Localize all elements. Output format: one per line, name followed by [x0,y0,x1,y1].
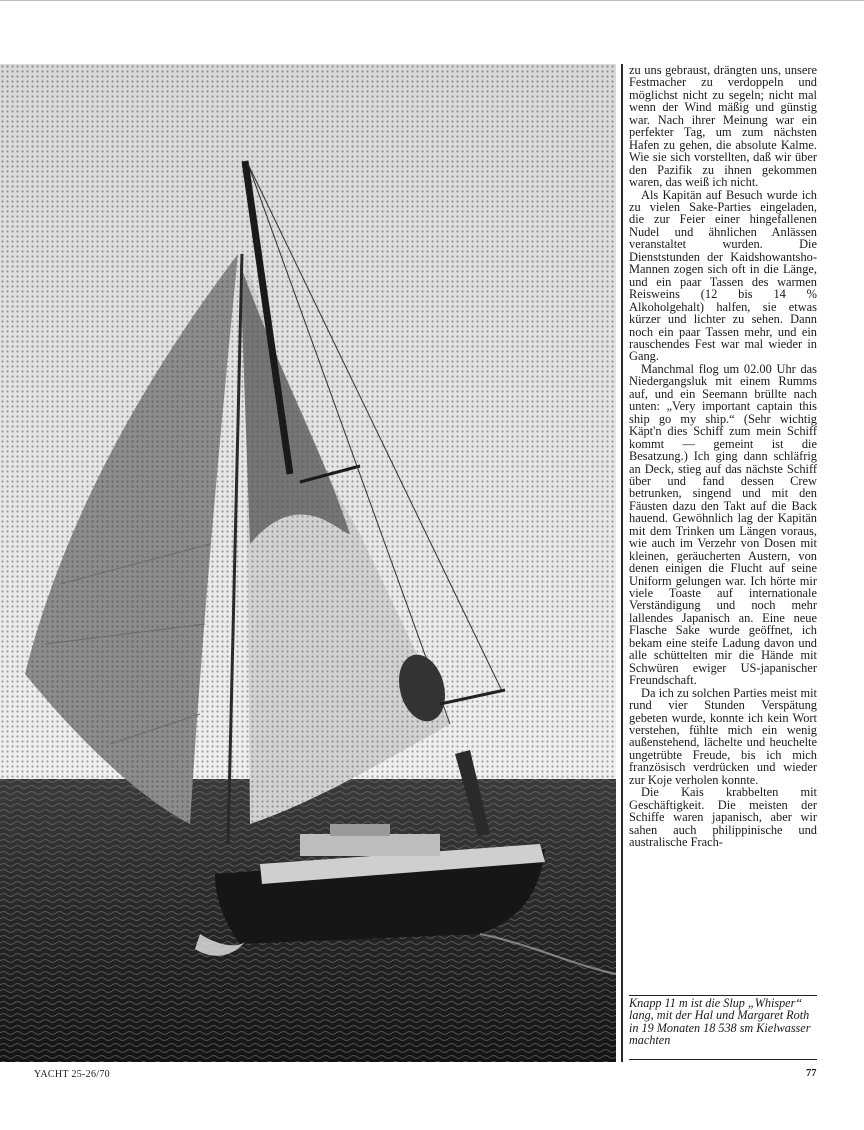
article-paragraph: Als Kapitän auf Besuch wurde ich zu vielen Sake-Parties eingeladen, die zur Feier einer hingefallenen Nudel und ähnlichen Anlässen veranstaltet wurden. Die Dienststunden der Kaidshowantsho-Mannen zogen sich oft in die Länge, und ein paar Tassen des warmen Reisweins (12 bis 14 % Alkoholgehalt) halfen, sie etwas kürzer und lichter zu sehen. Dann noch ein paar Tassen mehr, und ein rauschendes Fest war mal wieder in Gang. [629,187,817,364]
article-paragraph: zu uns gebraust, drängten uns, unsere Festmacher zu verdoppeln und möglichst nicht zu segeln; nicht mal wenn der Wind mäßig und günstig war. Nach ihrer Meinung war ein perfekter Tag, um zum nächsten Hafen zu gehen, die absolute Kalme. Wie sie sich vorstellten, daß wir über den Pazifik zu ihnen gekommen waren, das weiß ich nicht. [629,63,817,190]
sailboat-photo [0,64,616,1062]
top-border [0,0,864,1]
article-text-column [629,64,817,849]
photo-caption: Knapp 11 m ist die Slup „Whisper“ lang, mit der Hal und Margaret Roth in 19 Monaten 18 538 sm Kielwasser machten [629,996,811,1047]
page-number: 77 [806,1068,817,1079]
magazine-footer: YACHT 25-26/70 [34,1069,110,1080]
caption-rule-bottom [629,1059,817,1060]
article-paragraph: Die Kais krabbelten mit Geschäftigkeit. Die meisten der Schiffe waren japanisch, aber wir sahen auch philippinische und australische Frach- [629,785,817,850]
article-paragraph: Manchmal flog um 02.00 Uhr das Niedergangsluk mit einem Rumms auf, und ein Seemann brüllte nach unten: „Very important captain this ship go my ship.“ (Sehr wichtig Käpt'n dies Schiff zum mein Schiff kommt — gemeint ist die Besatzung.) Ich ging dann schläfrig an Deck, stieg auf das nächste Schiff über und fand dessen Crew betrunken, singend und mit den Fäusten dazu den Takt auf die Back hauend. Gewöhnlich lag der Kapitän mit dem Trinken um Längen voraus, wie auch im Verzehr von Dosen mit kleinen, geräucherten Austern, von denen einigen die Flucht auf seine Uniform gelungen war. Ich hörte mir viele Toaste auf internationale Verständigung und noch mehr lallendes Japanisch an. Eine neue Flasche Sake wurde geöffnet, ich bekam eine steife Ladung davon und alle schüttelten mir die Hände mit Schwüren ewiger US-japanischer Freundschaft. [629,361,817,688]
column-divider [621,64,623,1062]
article-paragraph: Da ich zu solchen Parties meist mit rund vier Stunden Verspätung gebeten wurde, konnte ich kein Wort verstehen, fühlte mich ein wenig außenstehend, lächelte und heuchelte ungetrübte Freude, bis ich mich französisch verdrücken und wieder zur Koje verholen konnte. [629,685,817,787]
